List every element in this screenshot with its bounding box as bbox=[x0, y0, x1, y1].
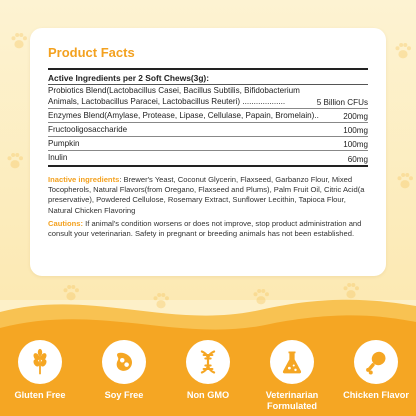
paw-print-icon bbox=[4, 150, 26, 172]
badge-soy-free bbox=[84, 340, 164, 401]
inactive-text: : Brewer's Yeast, Coconut Glycerin, Flaxseed, Garbanzo Flour, Mixed Tocopherols, Natural Flavors(from Oregano, Flaxseed and Plums), Palm Fruit Oil, Citric Acid(a preservative), Powdered Cellulose, Rosemary Extract, Sunflower Lecithin, Tapioca Flour, Natural Chicken Flavoring bbox=[48, 175, 365, 215]
probiotics-text-1: Probiotics Blend(Lactobacillus Casei, Bacillus Subtilis, Bifidobacterium bbox=[48, 86, 300, 95]
badge-label: Veterinarian Formulated bbox=[265, 390, 319, 411]
badge-circle bbox=[354, 340, 398, 384]
flask-icon bbox=[278, 348, 306, 376]
fos-text: Fructooligosaccharide bbox=[48, 125, 128, 134]
fos-row bbox=[48, 124, 368, 137]
badge-circle bbox=[18, 340, 62, 384]
enzymes-row bbox=[48, 110, 368, 123]
badge-circle bbox=[186, 340, 230, 384]
inulin-text: Inulin bbox=[48, 153, 68, 162]
wheat-icon bbox=[26, 348, 54, 376]
paw-print-icon bbox=[8, 30, 30, 52]
cautions-label: Cautions: bbox=[48, 218, 84, 228]
probiotics-amount: 5 Billion CFUs bbox=[316, 98, 368, 107]
active-ingredients-header: Active Ingredients per 2 Soft Chews(3g): bbox=[48, 73, 210, 83]
probiotics-row-line1 bbox=[48, 85, 368, 96]
badge-circle bbox=[102, 340, 146, 384]
probiotics-text-2: Animals, Lactobacillus Paracei, Lactobacillus Reuteri) ................... bbox=[48, 97, 286, 106]
badge-label: Soy Free bbox=[104, 390, 144, 400]
inulin-amount: 60mg bbox=[347, 155, 368, 164]
badge-label: Chicken Flavor bbox=[343, 390, 409, 400]
inulin-row bbox=[48, 152, 368, 167]
pumpkin-row bbox=[48, 138, 368, 151]
badge-non-gmo bbox=[168, 340, 248, 401]
badge-label: Non GMO bbox=[186, 390, 230, 400]
soybean-icon bbox=[110, 348, 138, 376]
chicken-leg-icon bbox=[362, 348, 390, 376]
enzymes-text: Enzymes Blend(Amylase, Protease, Lipase, Cellulase, Papain, Bromelain).. bbox=[48, 111, 319, 120]
product-facts-card bbox=[30, 28, 386, 276]
cautions bbox=[48, 219, 368, 239]
probiotics-row-line2 bbox=[48, 96, 368, 109]
cautions-text: If animal's condition worsens or does not improve, stop product administration and consult your veterinarian. Safety in pregnant or breeding animals has not been established. bbox=[48, 218, 362, 239]
product-facts-title: Product Facts bbox=[48, 45, 135, 60]
divider bbox=[48, 68, 368, 70]
paw-print-icon bbox=[394, 170, 416, 192]
badge-circle bbox=[270, 340, 314, 384]
paw-print-icon bbox=[392, 40, 414, 62]
inactive-label: Inactive ingredients bbox=[48, 175, 120, 184]
badge-label: Gluten Free bbox=[14, 390, 66, 400]
enzymes-amount: 200mg bbox=[343, 112, 368, 121]
pumpkin-amount: 100mg bbox=[343, 140, 368, 149]
pumpkin-text: Pumpkin bbox=[48, 139, 80, 148]
inactive-ingredients bbox=[48, 175, 368, 216]
dna-icon bbox=[194, 348, 222, 376]
fos-amount: 100mg bbox=[343, 126, 368, 135]
feature-badges bbox=[0, 340, 416, 416]
badge-veterinarian-formulated bbox=[252, 340, 332, 412]
badge-gluten-free bbox=[0, 340, 80, 401]
badge-chicken-flavor bbox=[336, 340, 416, 401]
